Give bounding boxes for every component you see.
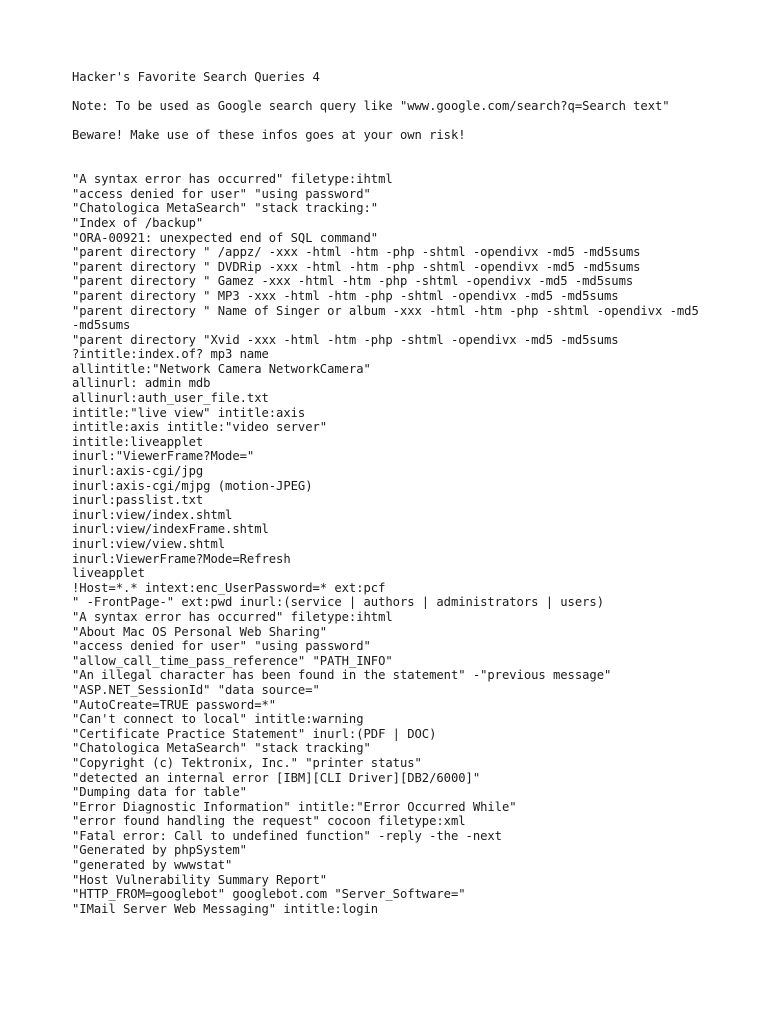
query-line: "allow_call_time_pass_reference" "PATH_INFO" [72, 653, 393, 668]
query-line: "Generated by phpSystem" [72, 843, 247, 858]
query-line: "Error Diagnostic Information" intitle:"Error Occurred While" [72, 799, 517, 814]
query-line: "access denied for user" "using password" [72, 639, 371, 654]
query-line: "IMail Server Web Messaging" intitle:login [72, 901, 379, 916]
query-line: "A syntax error has occurred" filetype:ihtml [72, 609, 393, 624]
query-line: "parent directory " /appz/ -xxx -html -htm -php -shtml -opendivx -md5 -md5sums [72, 245, 641, 260]
document-page [72, 70, 707, 916]
query-line: " -FrontPage-" ext:pwd inurl:(service | authors | administrators | users) [72, 595, 604, 610]
query-line: "generated by wwwstat" [72, 858, 233, 873]
query-line: allinurl: admin mdb [72, 376, 211, 391]
query-line: inurl:"ViewerFrame?Mode=" [72, 449, 255, 464]
query-line: "parent directory "Xvid -xxx -html -htm -php -shtml -opendivx -md5 -md5sums [72, 332, 619, 347]
query-line: intitle:liveapplet [72, 434, 204, 449]
query-line: "Host Vulnerability Summary Report" [72, 872, 328, 887]
query-line: "ASP.NET_SessionId" "data source=" [72, 682, 320, 697]
query-line: ?intitle:index.of? mp3 name [72, 347, 269, 362]
query-line: inurl:axis-cgi/mjpg (motion-JPEG) [72, 478, 313, 493]
query-line: "access denied for user" "using password" [72, 186, 371, 201]
query-line: "error found handling the request" cocoon filetype:xml [72, 814, 466, 829]
query-line: "parent directory " DVDRip -xxx -html -htm -php -shtml -opendivx -md5 -md5sums [72, 259, 641, 274]
query-line: "Index of /backup" [72, 215, 204, 230]
query-line: "ORA-00921: unexpected end of SQL command" [72, 230, 379, 245]
query-line: "Chatologica MetaSearch" "stack tracking:" [72, 201, 379, 216]
query-line: "AutoCreate=TRUE password=*" [72, 697, 277, 712]
query-line: "An illegal character has been found in the statement" -"previous message" [72, 668, 612, 683]
query-line: "HTTP_FROM=googlebot" googlebot.com "Server_Software=" [72, 887, 466, 902]
query-line: liveapplet [72, 566, 145, 581]
query-line: "Dumping data for table" [72, 785, 247, 800]
query-line: inurl:view/index.shtml [72, 507, 233, 522]
query-line: "Can't connect to local" intitle:warning [72, 712, 364, 727]
query-line: allintitle:"Network Camera NetworkCamera" [72, 361, 371, 376]
query-list [72, 172, 707, 916]
query-line: inurl:ViewerFrame?Mode=Refresh [72, 551, 291, 566]
document-title: Hacker's Favorite Search Queries 4 [72, 70, 320, 84]
query-line: "About Mac OS Personal Web Sharing" [72, 624, 328, 639]
query-line: "A syntax error has occurred" filetype:ihtml [72, 172, 393, 187]
query-line: !Host=*.* intext:enc_UserPassword=* ext:pcf [72, 580, 386, 595]
query-line: "Chatologica MetaSearch" "stack tracking" [72, 741, 371, 756]
query-line: inurl:axis-cgi/jpg [72, 464, 204, 479]
query-line: intitle:"live view" intitle:axis [72, 405, 306, 420]
query-line: inurl:passlist.txt [72, 493, 204, 508]
query-line: "parent directory " Gamez -xxx -html -htm -php -shtml -opendivx -md5 -md5sums [72, 274, 634, 289]
query-line: inurl:view/indexFrame.shtml [72, 522, 269, 537]
query-line: allinurl:auth_user_file.txt [72, 391, 269, 406]
query-line: "Copyright (c) Tektronix, Inc." "printer status" [72, 755, 422, 770]
risk-warning: Beware! Make use of these infos goes at your own risk! [72, 128, 466, 143]
query-line: intitle:axis intitle:"video server" [72, 420, 328, 435]
usage-note: Note: To be used as Google search query like "www.google.com/search?q=Search text" [72, 99, 670, 114]
query-line: "Certificate Practice Statement" inurl:(PDF | DOC) [72, 726, 437, 741]
query-line: inurl:view/view.shtml [72, 537, 226, 551]
query-line: "Fatal error: Call to undefined function" -reply -the -next [72, 828, 502, 843]
query-line: "parent directory " MP3 -xxx -html -htm -php -shtml -opendivx -md5 -md5sums [72, 288, 619, 303]
query-line: "parent directory " Name of Singer or album -xxx -html -htm -php -shtml -opendivx -md5 -md5sums [72, 303, 707, 333]
query-line: "detected an internal error [IBM][CLI Driver][DB2/6000]" [72, 770, 481, 785]
